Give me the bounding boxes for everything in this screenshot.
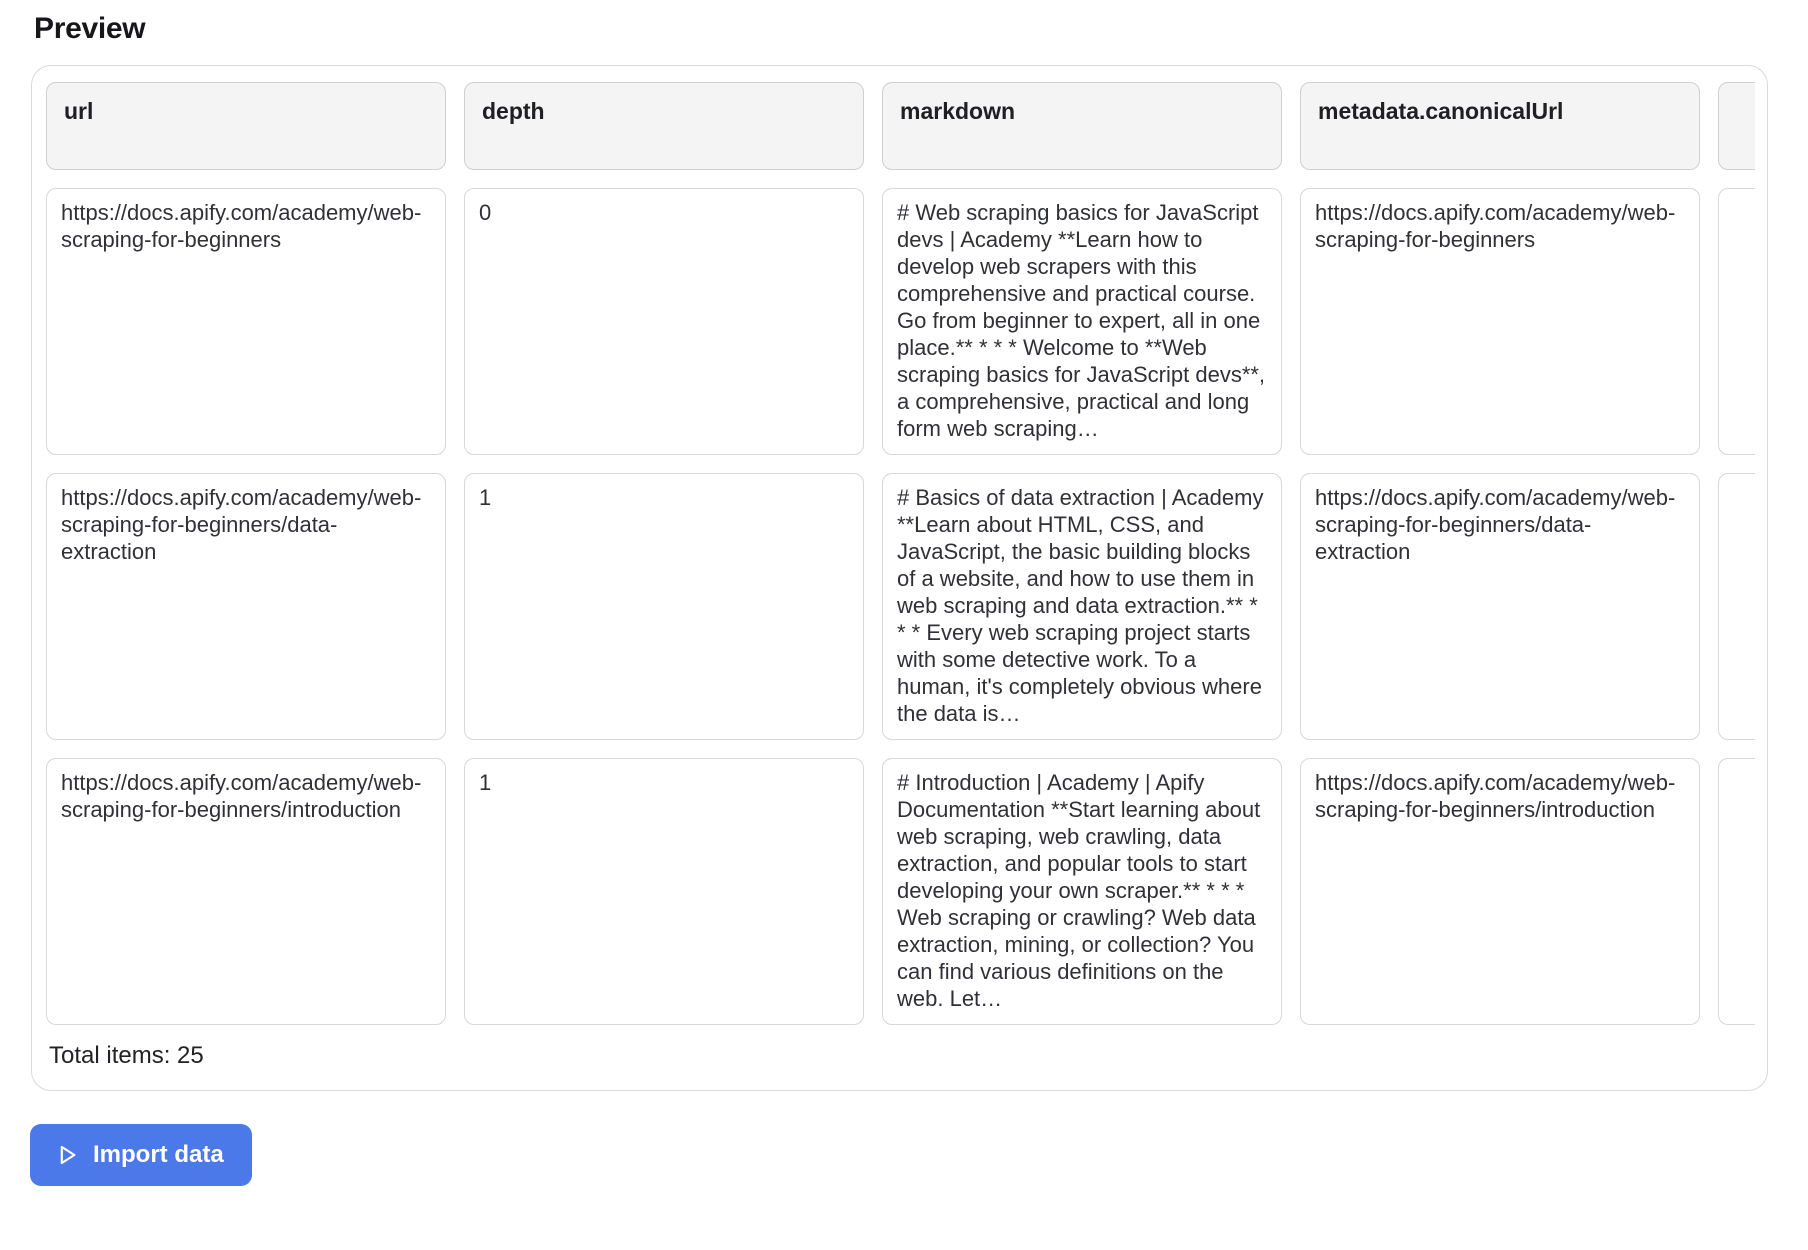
cell-clipped bbox=[1718, 188, 1755, 455]
cell-url: https://docs.apify.com/academy/web-scraping-for-beginners/data-extraction bbox=[46, 473, 446, 740]
column-header-clipped bbox=[1718, 82, 1755, 170]
cell-url: https://docs.apify.com/academy/web-scraping-for-beginners/introduction bbox=[46, 758, 446, 1025]
column-header-markdown: markdown bbox=[882, 82, 1282, 170]
cell-markdown: # Web scraping basics for JavaScript devs | Academy **Learn how to develop web scrapers with this comprehensive and practical course. Go from beginner to expert, all in one place.** * * * Welcome to **Web scraping basics for JavaScript devs**, a comprehensive, practical and long form web scraping… bbox=[882, 188, 1282, 455]
cell-metadata-canonicalurl: https://docs.apify.com/academy/web-scraping-for-beginners/introduction bbox=[1300, 758, 1700, 1025]
page-title: Preview bbox=[34, 12, 146, 45]
cell-depth: 1 bbox=[464, 473, 864, 740]
preview-table bbox=[46, 82, 1755, 1025]
column-header-depth: depth bbox=[464, 82, 864, 170]
column-header-metadata-canonicalurl: metadata.canonicalUrl bbox=[1300, 82, 1700, 170]
cell-markdown: # Introduction | Academy | Apify Documentation **Start learning about web scraping, web crawling, data extraction, and popular tools to start developing your own scraper.** * * * Web scraping or crawling? Web data extraction, mining, or collection? You can find various definitions on the web. Let… bbox=[882, 758, 1282, 1025]
import-data-button-label: Import data bbox=[93, 1141, 224, 1168]
cell-metadata-canonicalurl: https://docs.apify.com/academy/web-scraping-for-beginners bbox=[1300, 188, 1700, 455]
cell-clipped bbox=[1718, 473, 1755, 740]
import-data-button[interactable] bbox=[30, 1124, 252, 1186]
play-icon bbox=[54, 1142, 80, 1168]
cell-url: https://docs.apify.com/academy/web-scraping-for-beginners bbox=[46, 188, 446, 455]
cell-metadata-canonicalurl: https://docs.apify.com/academy/web-scraping-for-beginners/data-extraction bbox=[1300, 473, 1700, 740]
column-header-url: url bbox=[46, 82, 446, 170]
cell-clipped bbox=[1718, 758, 1755, 1025]
cell-depth: 1 bbox=[464, 758, 864, 1025]
preview-table-scroll-area[interactable] bbox=[46, 82, 1755, 1025]
cell-depth: 0 bbox=[464, 188, 864, 455]
cell-markdown: # Basics of data extraction | Academy **Learn about HTML, CSS, and JavaScript, the basic building blocks of a website, and how to use them in web scraping and data extraction.** * * * Every web scraping project starts with some detective work. To a human, it's completely obvious where the data is… bbox=[882, 473, 1282, 740]
total-items-label: Total items: 25 bbox=[49, 1042, 204, 1069]
preview-card bbox=[31, 65, 1768, 1091]
